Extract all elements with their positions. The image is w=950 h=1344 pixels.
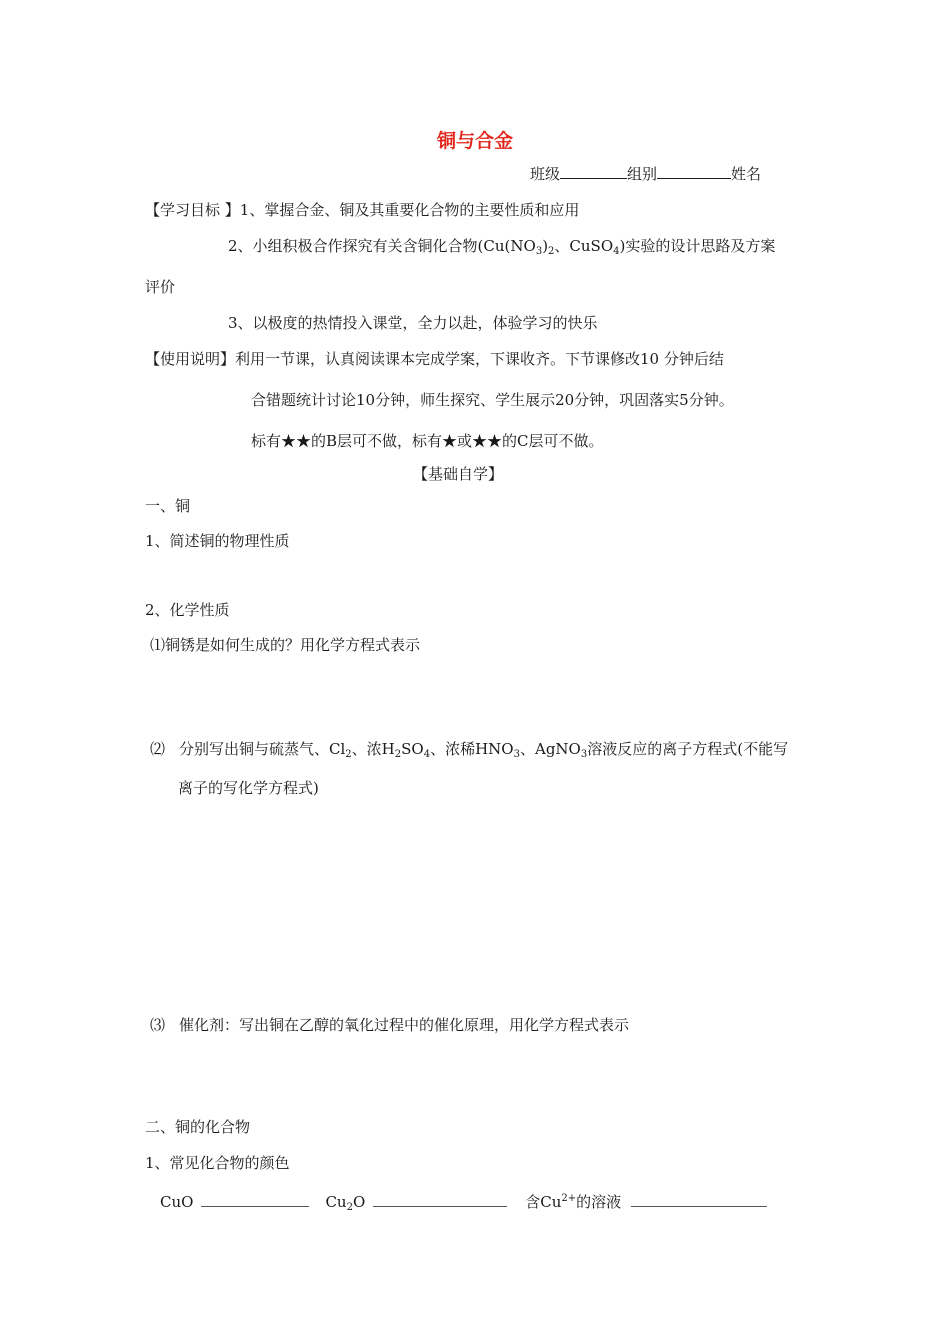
goals-tag: 【学习目标 】 (145, 201, 240, 219)
cu2-solution-blank (631, 1192, 767, 1207)
subscript: 2 (548, 246, 555, 257)
question-text: 溶液反应的离子方程式(不能写 (587, 740, 789, 758)
question-2-1: 1、常见化合物的颜色 (145, 1154, 290, 1172)
group-blank (657, 163, 731, 179)
goal-1: 1、掌握合金、铜及其重要化合物的主要性质和应用 (239, 201, 580, 219)
subscript: 4 (423, 749, 431, 760)
cu2-solution-label (525, 1193, 621, 1211)
student-info-header (530, 163, 761, 184)
cuo-label: CuO (160, 1193, 194, 1211)
goal-2-text: 2、小组积极合作探究有关含铜化合物(Cu(NO (228, 237, 536, 255)
goal-3: 3、以极度的热情投入课堂，全力以赴，体验学习的快乐 (228, 314, 598, 332)
section-heading-self-study: 【基础自学】 (413, 465, 504, 483)
subscript: 3 (513, 749, 520, 760)
question-1-2-2-continuation: 离子的写化学方程式) (178, 779, 319, 797)
usage-tag: 【使用说明】 (145, 350, 236, 368)
cuo-blank (201, 1192, 309, 1207)
subscript: 2 (394, 749, 402, 760)
question-1-1: 1、简述铜的物理性质 (145, 532, 290, 550)
usage-line-2: 合错题统计讨论10分钟，师生探究、学生展示20分钟，巩固落实5分钟。 (251, 391, 734, 409)
question-text: 分别写出铜与硫蒸气、Cl (179, 740, 346, 758)
formula-text: Cu (325, 1193, 347, 1211)
goal-2-text: )实验的设计思路及方案 (619, 237, 776, 255)
question-text: 、浓稀HNO (430, 740, 514, 758)
goal-line-2 (228, 236, 775, 262)
formula-text: O (352, 1193, 366, 1211)
subscript: 2 (346, 1202, 353, 1213)
goal-2-text: ) (542, 237, 549, 255)
question-1-2-2 (150, 739, 788, 765)
name-label: 姓名 (731, 165, 762, 183)
question-text: SO (401, 740, 424, 758)
formula-text: 的溶液 (576, 1193, 622, 1211)
question-number: ⑵ (150, 740, 166, 758)
superscript: 2+ (561, 1193, 577, 1204)
question-number: ⑶ (150, 1016, 166, 1034)
group-label: 组别 (627, 165, 658, 183)
cu2o-blank (373, 1192, 507, 1207)
usage-line-1 (145, 349, 724, 369)
subscript: 3 (535, 246, 543, 257)
class-blank (560, 163, 627, 179)
page-title: 铜与合金 (436, 130, 513, 152)
usage-line-3: 标有★★的B层可不做，标有★或★★的C层可不做。 (251, 432, 604, 450)
color-fill-row (160, 1189, 767, 1218)
part1-heading: 一、铜 (145, 497, 191, 515)
question-1-2-3 (150, 1015, 629, 1035)
question-1-2-1: ⑴铜锈是如何生成的？用化学方程式表示 (150, 636, 421, 654)
question-text: 、AgNO (519, 740, 581, 758)
question-text: 、浓H (351, 740, 395, 758)
question-1-2: 2、化学性质 (145, 601, 230, 619)
goal-line-1 (145, 200, 579, 220)
part2-heading: 二、铜的化合物 (145, 1118, 251, 1136)
class-label: 班级 (530, 165, 561, 183)
goal-2-text: 、CuSO (554, 237, 614, 255)
formula-text: 含Cu (525, 1193, 562, 1211)
cu2o-label (325, 1193, 365, 1211)
question-text: 催化剂：写出铜在乙醇的氧化过程中的催化原理，用化学方程式表示 (179, 1016, 630, 1034)
subscript: 2 (345, 749, 352, 760)
subscript: 3 (580, 749, 588, 760)
usage-text-1: 利用一节课，认真阅读课本完成学案，下课收齐。下节课修改10 分钟后结 (235, 350, 724, 368)
goal-2-continuation: 评价 (145, 278, 176, 296)
subscript: 4 (613, 246, 620, 257)
